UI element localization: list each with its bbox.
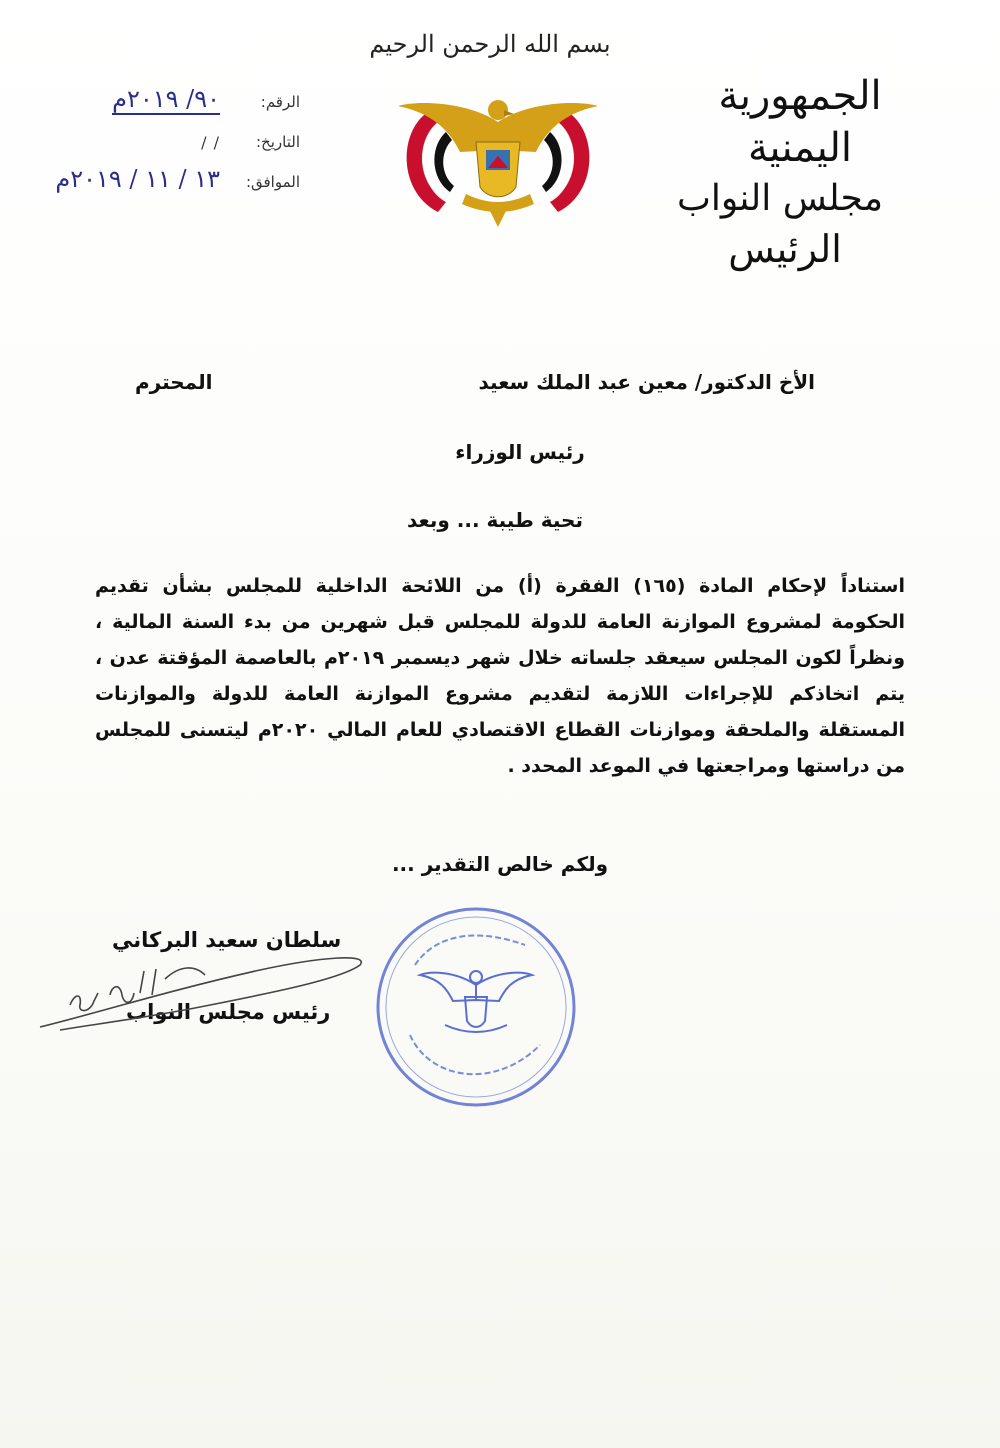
signer-name: سلطان سعيد البركاني: [112, 928, 342, 952]
ref-number-value: ٩٠/ ٢٠١٩م: [112, 85, 220, 113]
ref-corresponding-row: [40, 165, 300, 205]
ref-date-row: [40, 125, 300, 165]
letterhead: [660, 70, 940, 274]
closing-regards: ولكم خالص التقدير ...: [391, 852, 609, 876]
letterhead-office: الرئيس: [728, 227, 842, 271]
reference-block: [40, 85, 300, 205]
handwritten-signature-icon: [30, 935, 390, 1045]
respected-label: المحترم: [135, 370, 213, 394]
basmala: بسم الله الرحمن الرحيم: [369, 30, 611, 58]
addressee: الأخ الدكتور/ معين عبد الملك سعيد: [478, 370, 815, 394]
ref-date-value: / /: [201, 133, 220, 152]
addressee-title: رئيس الوزراء: [455, 440, 585, 464]
signer-title: رئيس مجلس النواب: [126, 1000, 331, 1024]
greeting: تحية طيبة ... وبعد: [407, 508, 583, 532]
letterhead-body: مجلس النواب: [676, 178, 884, 219]
ref-number-row: [40, 85, 300, 125]
letterhead-country: الجمهورية اليمنية: [718, 73, 882, 171]
letter-paragraph: استناداً لإحكام المادة (١٦٥) الفقرة (أ) من اللائحة الداخلية للمجلس بشأن تقديم الحكومة لمشروع الموازنة العامة للدولة للمجلس قبل شهرين من بدء السنة المالية ، ونظراً لكون المجلس سيعقد جلساته خلال شهر ديسمبر ٢٠١٩م بالعاصمة المؤقتة عدن ، يتم اتخاذكم للإجراءات اللازمة لتقديم مشروع الموازنة العامة للدولة والموازنات المستقلة والملحقة وموازنات القطاع الاقتصادي للعام المالي ٢٠٢٠م ليتسنى للمجلس من دراستها ومراجعتها في الموعد المحدد .: [95, 575, 906, 777]
ref-date-label: التاريخ:: [256, 133, 300, 151]
ref-corresponding-label: الموافق:: [245, 173, 300, 191]
ref-number-label: الرقم:: [260, 93, 300, 111]
yemen-eagle-emblem-icon: [388, 82, 608, 232]
ref-corresponding-value: ١٣ / ١١ / ٢٠١٩م: [55, 165, 220, 193]
official-stamp-icon: [375, 905, 577, 1110]
